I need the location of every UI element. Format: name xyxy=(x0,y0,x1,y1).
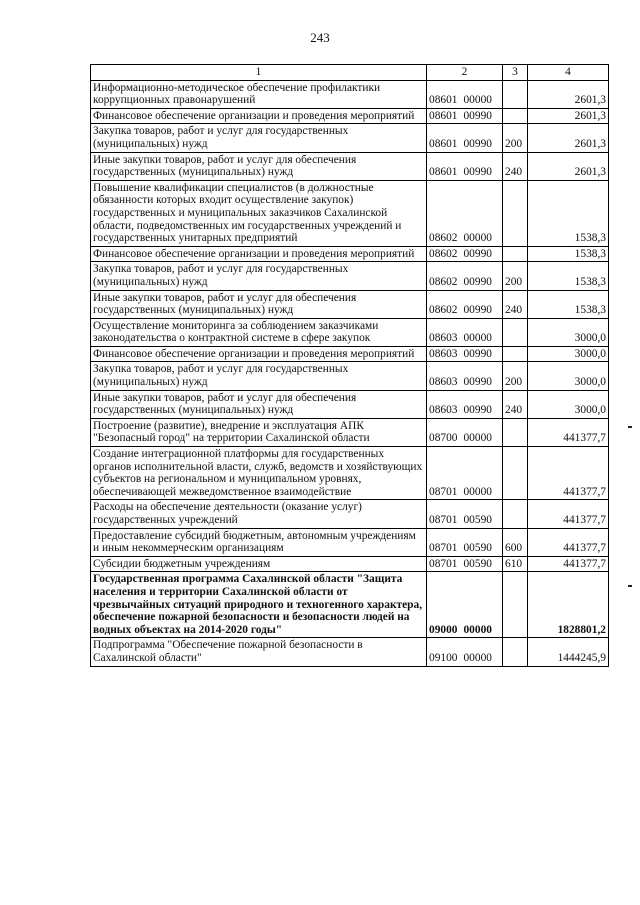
row-code-program: 08602 xyxy=(429,304,458,317)
row-amount: 2601,3 xyxy=(528,80,609,108)
table-row xyxy=(91,262,609,290)
row-name: Иные закупки товаров, работ и услуг для обеспечения государственных (муниципальных) нужд xyxy=(91,290,427,318)
row-code xyxy=(427,124,503,152)
row-name: Финансовое обеспечение организации и проведения мероприятий xyxy=(91,246,427,262)
row-code-program: 08701 xyxy=(429,557,458,570)
budget-table xyxy=(90,64,609,667)
table-row xyxy=(91,500,609,528)
table-row xyxy=(91,318,609,346)
row-code-program: 08603 xyxy=(429,332,458,345)
row-code-direction: 00000 xyxy=(463,232,492,245)
table-row xyxy=(91,124,609,152)
row-code-program: 08601 xyxy=(429,94,458,107)
row-code-program: 08602 xyxy=(429,247,458,260)
row-amount: 3000,0 xyxy=(528,346,609,362)
table-header-row xyxy=(91,65,609,81)
scan-margin-mark xyxy=(628,585,632,587)
row-code xyxy=(427,447,503,500)
row-expense-type: 610 xyxy=(503,556,528,572)
row-code xyxy=(427,246,503,262)
row-name: Финансовое обеспечение организации и проведения мероприятий xyxy=(91,346,427,362)
row-code xyxy=(427,346,503,362)
row-expense-type: 200 xyxy=(503,124,528,152)
row-expense-type xyxy=(503,500,528,528)
row-name: Построение (развитие), внедрение и эксплуатация АПК "Безопасный город" на территории Сахалинской области xyxy=(91,418,427,446)
table-row xyxy=(91,290,609,318)
row-name: Повышение квалификации специалистов (в должностные обязанности которых входит осуществление закупок) государственных и муниципальных заказчиков Сахалинской области, подведомственных им государственных учреждений и государственных унитарных предприятий xyxy=(91,180,427,246)
row-code-program: 09000 xyxy=(429,623,458,636)
row-name: Государственная программа Сахалинской области "Защита населения и территории Сахалинской области от чрезвычайных ситуаций природного и техногенного характера, обеспечение пожарной безопасности и безопасности людей на водных объектах на 2014-2020 годы" xyxy=(91,572,427,638)
row-code-direction: 00590 xyxy=(463,514,492,526)
table-row xyxy=(91,346,609,362)
row-expense-type: 240 xyxy=(503,290,528,318)
table-row xyxy=(91,246,609,262)
row-expense-type: 600 xyxy=(503,528,528,556)
row-code-program: 08601 xyxy=(429,109,458,122)
row-code-program: 08601 xyxy=(429,166,458,179)
row-code xyxy=(427,262,503,290)
row-code-direction: 00590 xyxy=(463,542,492,555)
row-name: Финансовое обеспечение организации и проведения мероприятий xyxy=(91,108,427,124)
row-code-direction: 00990 xyxy=(463,347,492,360)
header-col-3: 3 xyxy=(503,65,528,81)
row-amount: 1538,3 xyxy=(528,246,609,262)
row-expense-type xyxy=(503,418,528,446)
row-code xyxy=(427,152,503,180)
row-name: Субсидии бюджетным учреждениям xyxy=(91,556,427,572)
row-code-program: 08602 xyxy=(429,232,458,245)
row-name: Закупка товаров, работ и услуг для государственных (муниципальных) нужд xyxy=(91,262,427,290)
row-amount: 3000,0 xyxy=(528,390,609,418)
row-name: Предоставление субсидий бюджетным, автономным учреждениям и иным некоммерческим организациям xyxy=(91,528,427,556)
row-code-direction: 00000 xyxy=(463,432,492,445)
row-name: Создание интеграционной платформы для государственных органов исполнительной власти, служб, ведомств и хозяйствующих субъектов на региональном и муниципальном уровнях, обеспечивающей межведомственное взаимодействие xyxy=(91,447,427,500)
row-amount: 1444245,9 xyxy=(528,638,609,666)
row-code xyxy=(427,418,503,446)
table-row xyxy=(91,638,609,666)
row-code-program: 08603 xyxy=(429,376,458,389)
row-amount: 1538,3 xyxy=(528,290,609,318)
row-code-direction: 00000 xyxy=(463,94,492,107)
table-row xyxy=(91,447,609,500)
row-code-direction: 00000 xyxy=(463,485,492,498)
row-name: Закупка товаров, работ и услуг для государственных (муниципальных) нужд xyxy=(91,362,427,390)
row-amount: 2601,3 xyxy=(528,108,609,124)
row-expense-type xyxy=(503,108,528,124)
row-code xyxy=(427,500,503,528)
row-amount: 441377,7 xyxy=(528,447,609,500)
row-amount: 441377,7 xyxy=(528,500,609,528)
row-expense-type xyxy=(503,638,528,666)
header-col-4: 4 xyxy=(528,65,609,81)
row-code-direction: 00990 xyxy=(463,304,492,317)
row-expense-type xyxy=(503,80,528,108)
row-code-program: 08602 xyxy=(429,275,458,288)
row-expense-type xyxy=(503,180,528,246)
budget-table-body xyxy=(91,65,609,667)
row-expense-type xyxy=(503,246,528,262)
row-code xyxy=(427,180,503,246)
row-name: Расходы на обеспечение деятельности (оказание услуг) государственных учреждений xyxy=(91,500,427,528)
table-row xyxy=(91,152,609,180)
row-amount: 3000,0 xyxy=(528,318,609,346)
table-row xyxy=(91,528,609,556)
row-code-program: 08601 xyxy=(429,137,458,150)
table-row xyxy=(91,418,609,446)
row-code xyxy=(427,318,503,346)
row-amount: 1828801,2 xyxy=(528,572,609,638)
row-name: Иные закупки товаров, работ и услуг для обеспечения государственных (муниципальных) нужд xyxy=(91,152,427,180)
row-code-direction: 00000 xyxy=(463,651,492,664)
row-code xyxy=(427,638,503,666)
row-code xyxy=(427,108,503,124)
row-code-program: 08603 xyxy=(429,404,458,417)
row-code-program: 08701 xyxy=(429,514,458,526)
row-expense-type: 200 xyxy=(503,362,528,390)
header-col-2: 2 xyxy=(427,65,503,81)
row-expense-type xyxy=(503,346,528,362)
row-code xyxy=(427,390,503,418)
row-expense-type xyxy=(503,447,528,500)
row-code xyxy=(427,362,503,390)
row-code-program: 08603 xyxy=(429,347,458,360)
table-row xyxy=(91,362,609,390)
table-row xyxy=(91,180,609,246)
row-expense-type: 200 xyxy=(503,262,528,290)
row-code xyxy=(427,528,503,556)
table-row xyxy=(91,80,609,108)
header-col-1: 1 xyxy=(91,65,427,81)
row-code-direction: 00000 xyxy=(463,332,492,345)
row-code xyxy=(427,556,503,572)
row-amount: 2601,3 xyxy=(528,124,609,152)
row-code-program: 08701 xyxy=(429,485,458,498)
row-code-program: 08700 xyxy=(429,432,458,445)
row-code xyxy=(427,572,503,638)
row-code xyxy=(427,80,503,108)
row-amount: 1538,3 xyxy=(528,180,609,246)
row-code xyxy=(427,290,503,318)
row-amount: 2601,3 xyxy=(528,152,609,180)
row-code-direction: 00990 xyxy=(463,275,492,288)
row-code-direction: 00000 xyxy=(463,623,492,636)
row-code-program: 08701 xyxy=(429,542,458,555)
row-amount: 441377,7 xyxy=(528,556,609,572)
row-code-direction: 00990 xyxy=(463,376,492,389)
scan-margin-mark xyxy=(628,426,632,428)
row-name: Иные закупки товаров, работ и услуг для обеспечения государственных (муниципальных) нужд xyxy=(91,390,427,418)
row-code-direction: 00990 xyxy=(463,109,492,122)
page-number: 243 xyxy=(310,30,330,45)
row-code-direction: 00990 xyxy=(463,137,492,150)
table-row xyxy=(91,556,609,572)
row-amount: 3000,0 xyxy=(528,362,609,390)
row-expense-type: 240 xyxy=(503,152,528,180)
row-expense-type: 240 xyxy=(503,390,528,418)
table-row xyxy=(91,390,609,418)
row-expense-type xyxy=(503,572,528,638)
row-code-direction: 00990 xyxy=(463,247,492,260)
row-name: Информационно-методическое обеспечение профилактики коррупционных правонарушений xyxy=(91,80,427,108)
row-name: Осуществление мониторинга за соблюдением заказчиками законодательства о контрактной системе в сфере закупок xyxy=(91,318,427,346)
row-code-program: 09100 xyxy=(429,651,458,664)
table-row xyxy=(91,108,609,124)
row-expense-type xyxy=(503,318,528,346)
row-name: Подпрограмма "Обеспечение пожарной безопасности в Сахалинской области" xyxy=(91,638,427,666)
row-name: Закупка товаров, работ и услуг для государственных (муниципальных) нужд xyxy=(91,124,427,152)
row-amount: 1538,3 xyxy=(528,262,609,290)
row-amount: 441377,7 xyxy=(528,528,609,556)
row-code-direction: 00590 xyxy=(463,557,492,570)
table-row xyxy=(91,572,609,638)
row-amount: 441377,7 xyxy=(528,418,609,446)
row-code-direction: 00990 xyxy=(463,166,492,179)
row-code-direction: 00990 xyxy=(463,404,492,417)
